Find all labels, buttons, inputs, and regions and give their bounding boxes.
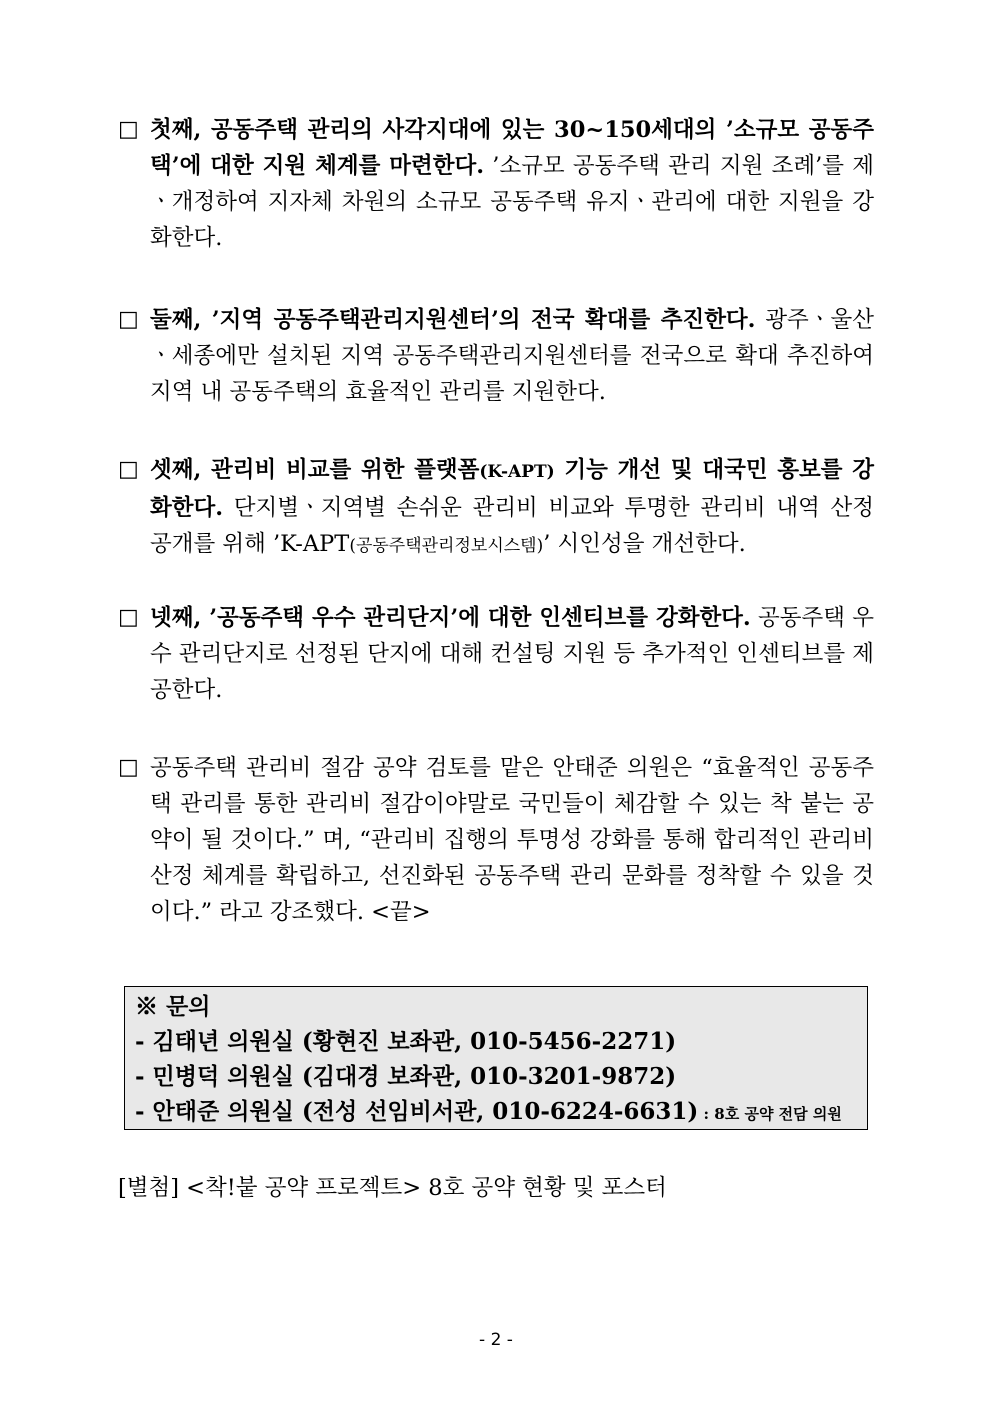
paragraph-bold-lead: 넷째, ’공동주택 우수 관리단지’에 대한 인센티브를 강화한다.: [150, 605, 751, 631]
paragraph-bold-lead: 첫째, 공동주택 관리의 사각지대에 있는 30~150세대의 ’소규모 공동주택’에 대한 지원 체계를 마련한다.: [150, 117, 874, 179]
contact-line: - 김태년 의원실 (황현진 보좌관, 010-5456-2271): [135, 1028, 677, 1055]
paragraph-bold-lead: 셋째, 관리비 비교를 위한 플랫폼: [150, 457, 480, 483]
contact-line-text: - 안태준 의원실 (전성 선임비서관, 010-6224-6631): [135, 1098, 699, 1125]
checkbox-bullet: □: [118, 605, 139, 630]
paragraph-bold-small: (K-APT): [479, 462, 555, 482]
paragraph-body: [150, 302, 874, 410]
paragraph-text: 단지별ㆍ지역별 손쉬운 관리비 비교와 투명한 관리비 내역 산정 공개를 위해 ’K-APT: [150, 495, 874, 557]
paragraph-item-1: [118, 112, 874, 256]
paragraph-text: 공동주택 우수 관리단지로 선정된 단지에 대해 컨설팅 지원 등 추가적인 인센티브를 제공한다.: [150, 605, 874, 703]
paragraph-text: 공동주택 관리비 절감 공약 검토를 맡은 안태준 의원은 “효율적인 공동주택 관리를 통한 관리비 절감이야말로 국민들이 체감할 수 있는 착 붙는 공약이 될 것이다.” 며, “관리비 집행의 투명성 강화를 통해 합리적인 관리비 산정 체계를 확립하고, 선진화된 공동주택 관리 문화를 정착할 수 있을 것이다.” 라고 강조했다. <끝>: [150, 755, 875, 925]
paragraph-body: [150, 600, 874, 708]
paragraph-bold-lead: 둘째, ’지역 공동주택관리지원센터’의 전국 확대를 추진한다.: [150, 307, 756, 333]
paragraph-body: [150, 112, 874, 256]
paragraph-text-small: (공동주택관리정보시스템): [349, 536, 544, 556]
paragraph-item-5: [118, 750, 874, 930]
paragraph-item-4: [118, 600, 874, 708]
paragraph-text: ’소규모 공동주택 관리 지원 조례’를 제ㆍ개정하여 지자체 차원의 소규모 공동주택 유지ㆍ관리에 대한 지원을 강화한다.: [150, 153, 874, 251]
checkbox-bullet: □: [118, 457, 139, 482]
paragraph-text-cont: ’ 시인성을 개선한다.: [543, 531, 746, 557]
paragraph-text: 광주ㆍ울산ㆍ세종에만 설치된 지역 공동주택관리지원센터를 전국으로 확대 추진하여 지역 내 공동주택의 효율적인 관리를 지원한다.: [150, 307, 874, 405]
paragraph-body: [150, 452, 874, 564]
attachment-note: [별첨] <착!붙 공약 프로젝트> 8호 공약 현황 및 포스터: [118, 1175, 667, 1201]
contact-note: : 8호 공약 전담 의원: [698, 1105, 842, 1123]
paragraph-body: [150, 750, 874, 930]
contact-heading: ※ 문의: [135, 993, 211, 1020]
contact-line: - 민병덕 의원실 (김대경 보좌관, 010-3201-9872): [135, 1063, 677, 1090]
checkbox-bullet: □: [118, 307, 139, 332]
contact-box: [124, 986, 868, 1130]
paragraph-item-2: [118, 302, 874, 410]
contact-line: [135, 1094, 857, 1132]
checkbox-bullet: □: [118, 755, 139, 780]
checkbox-bullet: □: [118, 117, 139, 142]
paragraph-item-3: [118, 452, 874, 564]
page-number: - 2 -: [479, 1330, 513, 1350]
paragraph-bold-lead-cont: 기능 개선 및 대국민 홍보를 강화한다.: [150, 457, 874, 521]
